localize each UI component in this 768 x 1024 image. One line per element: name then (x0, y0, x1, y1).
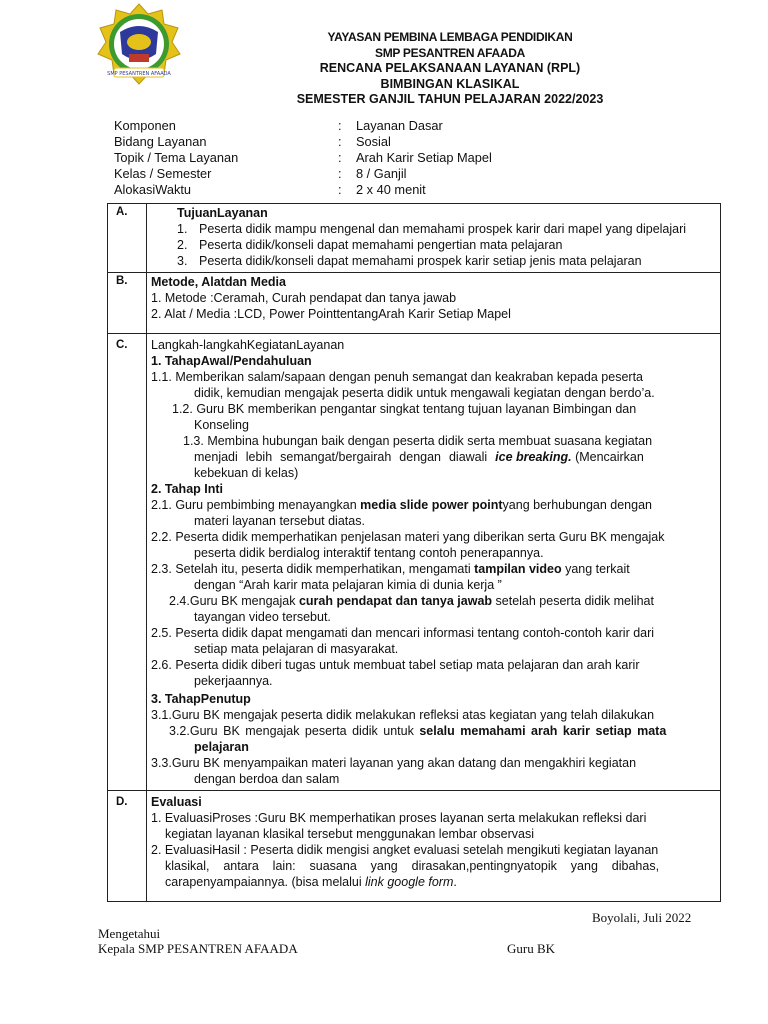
section-a-content (147, 204, 721, 273)
list-item: 1. Metode :Ceramah, Curah pendapat dan tanya jawab (151, 291, 457, 305)
step-text: 2.1. Guru pembimbing menayangkan media slide power pointyang berhubungan dengan (151, 498, 652, 512)
info-value: Arah Karir Setiap Mapel (356, 150, 492, 165)
header-doc-title: RENCANA PELAKSANAAN LAYANAN (RPL) (319, 61, 581, 76)
step-text: 1.1. Memberikan salam/sapaan dengan penuh semangat dan keakraban kepada peserta (151, 370, 644, 384)
list-item: 2. Alat / Media :LCD, Power PointtentangArah Karir Setiap Mapel (151, 307, 511, 321)
step-text: 2.2. Peserta didik memperhatikan penjelasan materi yang diberikan serta Guru BK mengajak (151, 530, 665, 544)
stage-title: 1. TahapAwal/Pendahuluan (151, 354, 312, 368)
step-text: 2.5. Peserta didik dapat mengamati dan mencari informasi tentang contoh-contoh karir dari (151, 626, 655, 640)
header-foundation: YAYASAN PEMBINA LEMBAGA PENDIDIKAN (327, 30, 573, 44)
info-value: Layanan Dasar (356, 118, 443, 133)
eval-text: 2. EvaluasiHasil : Peserta didik mengisi angket evaluasi setelah mengikuti kegiatan layanan (151, 843, 659, 857)
section-title: TujuanLayanan (177, 206, 268, 220)
section-d-content (147, 791, 721, 902)
info-row-bidang (114, 134, 714, 150)
step-text: pekerjaannya. (194, 674, 273, 688)
step-text: 2.6. Peserta didik diberi tugas untuk membuat tabel setiap mata pelajaran dan arah karir (151, 658, 640, 672)
step-text: 2.4.Guru BK mengajak curah pendapat dan tanya jawab setelah peserta didik melihat (169, 594, 654, 608)
counselor-label: Guru BK (507, 941, 556, 956)
section-title: Evaluasi (151, 795, 202, 809)
stage-title: 3. TahapPenutup (151, 692, 251, 706)
info-row-topik (114, 150, 714, 166)
step-text: 1.3. Membina hubungan baik dengan peserta didik serta membuat suasana kegiatan (183, 434, 653, 448)
step-text: 3.2.Guru BK mengajak peserta didik untuk selalu memahami arah karir setiap mata (169, 724, 667, 738)
info-key: Bidang Layanan (114, 134, 207, 149)
section-b-content (147, 273, 721, 334)
info-value: 2 x 40 menit (356, 182, 426, 197)
step-text: 1.2. Guru BK memberikan pengantar singkat tentang tujuan layanan Bimbingan dan (172, 402, 637, 416)
step-text: setiap mata pelajaran di masyarakat. (194, 642, 399, 656)
info-colon: : (338, 134, 342, 149)
step-text: 3.3.Guru BK menyampaikan materi layanan yang akan datang dan mengakhiri kegiatan (151, 756, 637, 770)
rpl-table (107, 203, 721, 902)
info-colon: : (338, 150, 342, 165)
header-school: SMP PESANTREN AFAADA (374, 45, 526, 60)
step-text: materi layanan tersebut diatas. (194, 514, 365, 528)
eval-text: carapenyampaiannya. (bisa melalui link google form. (165, 875, 457, 889)
list-item: 1. Peserta didik mampu mengenal dan memahami prospek karir dari mapel yang dipelajari (177, 222, 687, 236)
step-text: menjadi lebih semangat/bergairah dengan diawali ice breaking. (Mencairkan (194, 450, 644, 464)
section-b-row (108, 273, 721, 334)
info-key: Topik / Tema Layanan (114, 150, 239, 165)
step-text: 3.1.Guru BK mengajak peserta didik melakukan refleksi atas kegiatan yang telah dilakukan (151, 708, 655, 722)
info-colon: : (338, 166, 342, 181)
principal-label: Kepala SMP PESANTREN AFAADA (98, 941, 298, 956)
list-item: 3. Peserta didik/konseli dapat memahami prospek karir setiap jenis mata pelajaran (177, 254, 642, 268)
info-row-komponen (114, 118, 714, 134)
info-colon: : (338, 118, 342, 133)
eval-text: klasikal, antara lain: suasana yang dirasakan,pentingnyatopik yang dibahas, (165, 859, 660, 873)
place-date: Boyolali, Juli 2022 (592, 910, 692, 925)
header-semester: SEMESTER GANJIL TAHUN PELAJARAN 2022/2023 (296, 92, 604, 107)
info-block (114, 118, 714, 198)
info-value: 8 / Ganjil (356, 166, 407, 181)
section-label: C. (108, 334, 147, 791)
logo-caption: SMP PESANTREN AFAADA (107, 71, 171, 77)
step-text: kebekuan di kelas) (194, 466, 299, 480)
section-c-row (108, 334, 721, 791)
info-value: Sosial (356, 134, 391, 149)
school-logo (96, 2, 182, 88)
stage-title: 2. Tahap Inti (151, 482, 223, 496)
eval-text: 1. EvaluasiProses :Guru BK memperhatikan proses layanan serta melakukan refleksi dari (151, 811, 647, 825)
section-label: B. (108, 273, 147, 334)
eval-text: kegiatan layanan klasikal tersebut menggunakan lembar observasi (165, 827, 534, 841)
step-text: tayangan video tersebut. (194, 610, 331, 624)
document-header (180, 30, 720, 108)
section-title: Langkah-langkahKegiatanLayanan (151, 338, 345, 352)
section-label: D. (108, 791, 147, 902)
info-key: Komponen (114, 118, 176, 133)
section-label: A. (108, 204, 147, 273)
step-text: didik, kemudian mengajak peserta didik untuk mengawali kegiatan dengan berdo’a. (194, 386, 655, 400)
section-title: Metode, Alatdan Media (151, 275, 286, 289)
step-text: Konseling (194, 418, 249, 432)
list-item: 2. Peserta didik/konseli dapat memahami pengertian mata pelajaran (177, 238, 563, 252)
step-text: pelajaran (194, 740, 249, 754)
section-d-row (108, 791, 721, 902)
step-text: dengan “Arah karir mata pelajaran kimia di dunia kerja ” (194, 578, 502, 592)
section-a-row (108, 204, 721, 273)
info-key: Kelas / Semester (114, 166, 212, 181)
step-text: dengan berdoa dan salam (194, 772, 340, 786)
info-key: AlokasiWaktu (114, 182, 192, 197)
info-row-kelas (114, 166, 714, 182)
section-c-content (147, 334, 721, 791)
step-text: 2.3. Setelah itu, peserta didik memperhatikan, mengamati tampilan video yang terkait (151, 562, 630, 576)
header-subject: BIMBINGAN KLASIKAL (380, 76, 520, 91)
info-colon: : (338, 182, 342, 197)
step-text: peserta didik berdialog interaktif tentang contoh penerapannya. (194, 546, 544, 560)
mengetahui-label: Mengetahui (98, 926, 161, 941)
info-row-alokasi (114, 182, 714, 198)
